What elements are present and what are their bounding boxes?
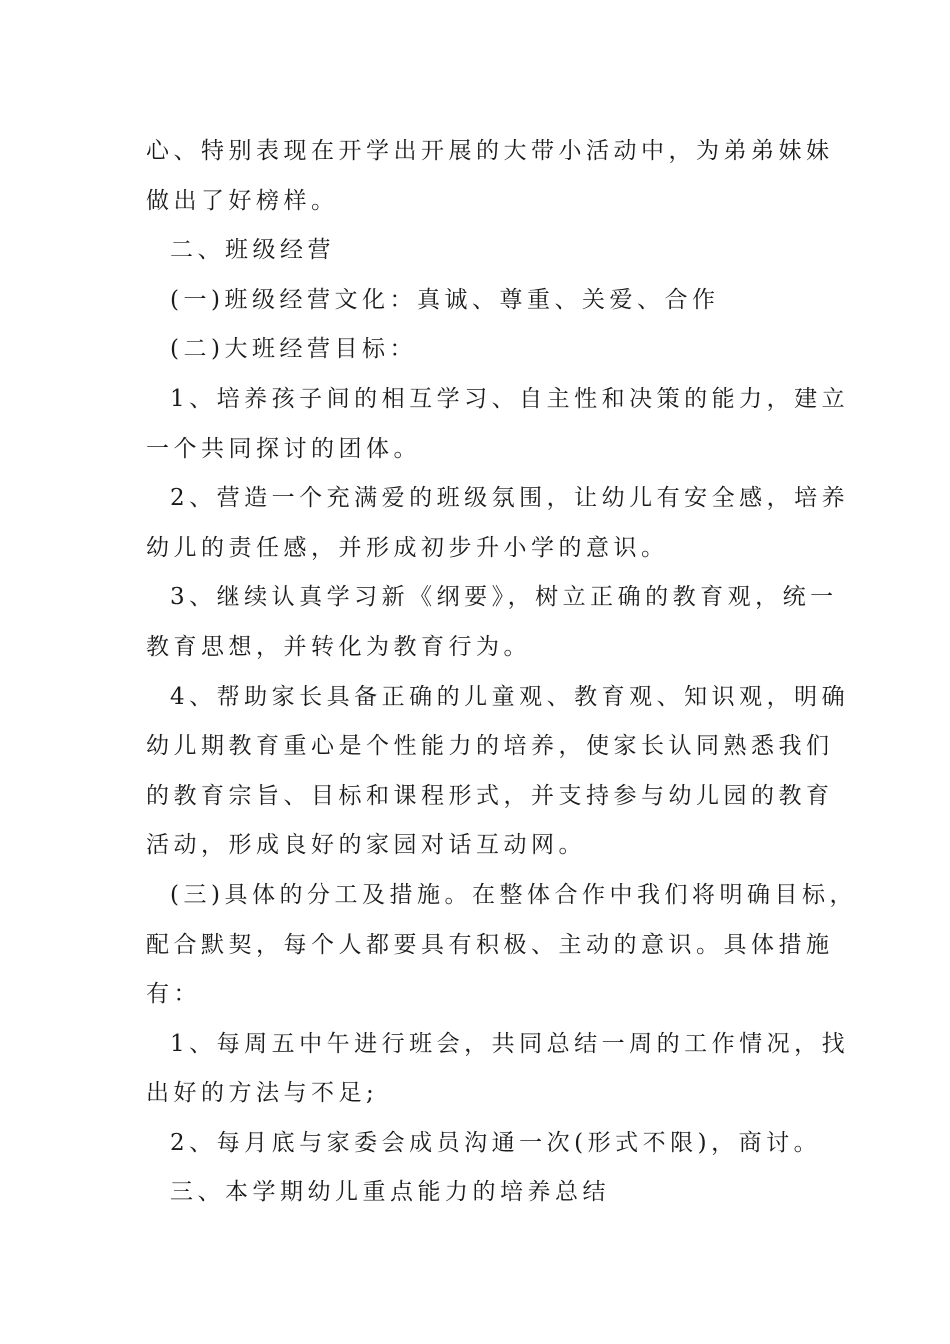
subsection-heading: (三)具体的分工及措施。在整体合作中我们将明确目标，	[170, 881, 857, 908]
paragraph-line: 心、特别表现在开学出开展的大带小活动中，为弟弟妹妹	[146, 138, 834, 164]
subsection-heading: (二)大班经营目标：	[170, 336, 417, 363]
subsection-heading: (一)班级经营文化：真诚、尊重、关爱、合作	[170, 286, 720, 313]
list-item-line: 2、营造一个充满爱的班级氛围，让幼儿有安全感，培养	[170, 485, 850, 512]
list-item-line: 1、每周五中午进行班会，共同总结一周的工作情况，找	[170, 1030, 850, 1057]
list-item-line: 教育思想，并转化为教育行为。	[146, 633, 531, 660]
list-item-line: 幼儿的责任感，并形成初步升小学的意识。	[146, 534, 669, 561]
list-item-line: 活动，形成良好的家园对话互动网。	[146, 832, 586, 859]
paragraph-line: 配合默契，每个人都要具有积极、主动的意识。具体措施	[146, 931, 834, 958]
section-heading: 二、班级经营	[170, 237, 335, 264]
paragraph-line: 做出了好榜样。	[146, 187, 339, 214]
list-item-line: 3、继续认真学习新《纲要》，树立正确的教育观，统一	[170, 584, 838, 611]
list-item-line: 1、培养孩子间的相互学习、自主性和决策的能力，建立	[170, 385, 850, 412]
section-heading: 三、本学期幼儿重点能力的培养总结	[170, 1179, 610, 1206]
list-item-line: 的教育宗旨、目标和课程形式，并支持参与幼儿园的教育	[146, 782, 834, 809]
paragraph-line: 有：	[146, 981, 201, 1008]
list-item-line: 2、每月底与家委会成员沟通一次(形式不限)，商讨。	[170, 1129, 822, 1156]
list-item-line: 幼儿期教育重心是个性能力的培养，使家长认同熟悉我们	[146, 733, 834, 760]
list-item-line: 出好的方法与不足;	[146, 1080, 379, 1107]
list-item-line: 一个共同探讨的团体。	[146, 435, 421, 462]
document-body	[146, 127, 857, 1218]
list-item-line: 4、帮助家长具备正确的儿童观、教育观、知识观，明确	[170, 683, 850, 710]
